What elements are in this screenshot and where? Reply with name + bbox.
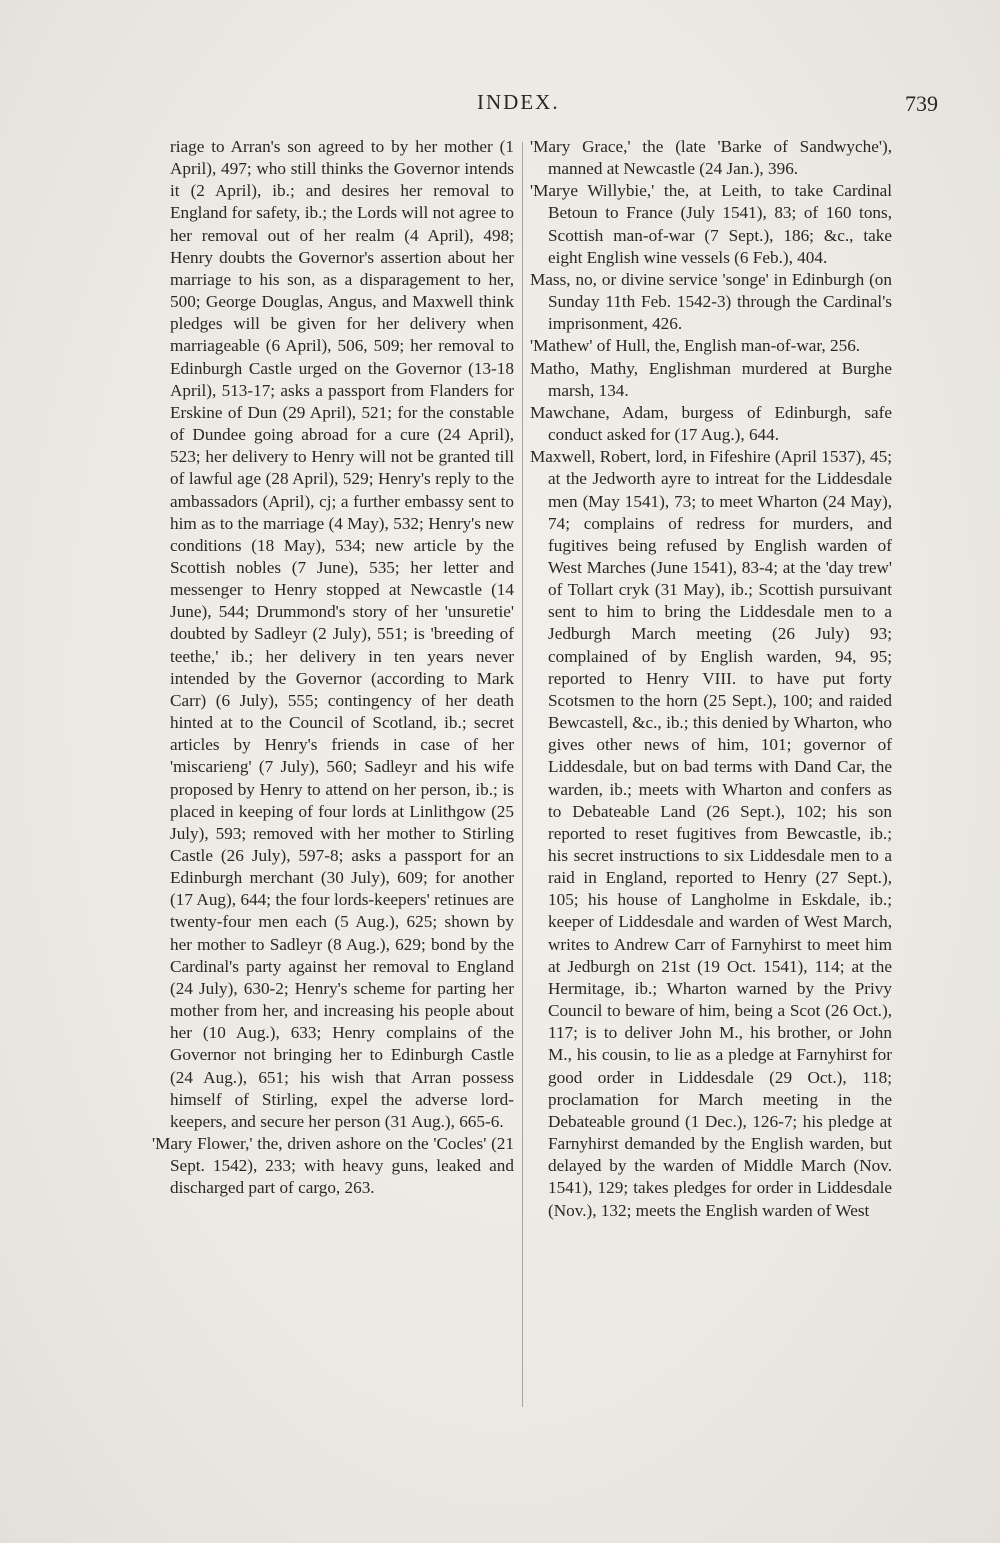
right-column <box>530 136 892 1222</box>
page-number: 739 <box>905 91 938 116</box>
left-column <box>152 136 514 1200</box>
index-entry-marye-willybie: 'Marye Willybie,' the, at Leith, to take Cardinal Betoun to France (July 1541), 83; of 160 tons, Scottish man-of-war (7 Sept.), 186; &c., take eight English wine vessels (6 Feb.), 404. <box>530 181 892 267</box>
index-entry-mathew: 'Mathew' of Hull, the, English man-of-war, 256. <box>530 336 861 356</box>
index-entry-mawchane: Mawchane, Adam, burgess of Edinburgh, safe conduct asked for (17 Aug.), 644. <box>530 402 892 445</box>
running-head: INDEX. <box>477 90 560 114</box>
index-entry-mass: Mass, no, or divine service 'songe' in Edinburgh (on Sunday 11th Feb. 1542-3) through the Cardinal's imprisonment, 426. <box>530 269 892 334</box>
index-entry-continuation: riage to Arran's son agreed to by her mother (1 April), 497; who still thinks the Governor intends it (2 April), ib.; and desires her removal to England for safety, ib.; the Lords will not agree to her removal out of her realm (4 April), 498; Henry doubts the Governor's assertion about her marriage to his son, as a disparagement to her, 500; George Douglas, Angus, and Maxwell think pledges will be given for her delivery when marriageable (6 April), 506, 509; her removal to Edinburgh Castle urged on the Governor (13-18 April), 513-17; asks a passport from Flanders for Erskine of Dun (29 April), 521; for the constable of Dundee going abroad for a cure (24 April), 523; her delivery to Henry will not be granted till of lawful age (28 April), 529; Henry's reply to the ambassadors (April), cj; a further embassy sent to him as to the marriage (4 May), 532; Henry's new conditions (18 May), 534; new article by the Scottish nobles (7 June), 535; her letter and messenger to Henry stopped at Newcastle (14 June), 544; Drummond's story of her 'unsuretie' doubted by Sadleyr (2 July), 551; is 'breeding of teethe,' ib.; her delivery in ten years never intended by the Governor (according to Mark Carr) (6 July), 555; contingency of her death hinted at to the Council of Scotland, ib.; secret articles by Henry's friends in case of her 'miscarieng' (7 July), 560; Sadleyr and his wife proposed by Henry to attend on her person, ib.; is placed in keeping of four lords at Linlithgow (25 July), 593; removed with her mother to Stirling Castle (26 July), 597-8; asks a passport for an Edinburgh merchant (30 July), 609; for another (17 Aug), 644; the four lords-keepers' retinues are twenty-four men each (5 Aug.), 625; shown by her mother to Sadleyr (8 Aug.), 629; bond by the Cardinal's party against her removal to England (24 July), 630-2; Henry's scheme for parting her mother from her, and increasing his people about her (10 Aug.), 633; Henry complains of the Governor not bringing her to Edinburgh Castle (24 Aug.), 651; his wish that Arran possess himself of Stirling, expel the adverse lord-keepers, and secure her person (31 Aug.), 665-6. <box>170 137 514 1131</box>
column-divider <box>522 142 523 1407</box>
index-entry-maxwell: Maxwell, Robert, lord, in Fifeshire (April 1537), 45; at the Jedworth ayre to intreat for the Liddesdale men (May 1541), 73; to meet Wharton (24 May), 74; complains of redress for murders, and fugitives being refused by English warden of West Marches (June 1541), 83-4; at the 'day trew' of Tollart cryk (31 May), ib.; Scottish pursuivant sent to him to bring the Liddesdale men to a Jedburgh March meeting (26 July) 93; complained of by English warden, 94, 95; reported to Henry VIII. to have put forty Scotsmen to the horn (25 Sept.), 100; and raided Bewcastell, &c., ib.; this denied by Wharton, who gives other news of him, 101; governor of Liddesdale, but on bad terms with Dand Car, the warden, ib.; meets with Wharton and confers as to Debateable Land (26 Sept.), 102; his son reported to reset fugitives from Bewcastle, ib.; his secret instructions to six Liddesdale men to a raid in England, reported to Henry (27 Sept.), 105; his house of Langholme in Eskdale, ib.; keeper of Liddesdale and warden of West March, writes to Andrew Carr of Farnyhirst to meet him at Jedburgh on 21st (19 Oct. 1541), 114; at the Hermitage, ib.; Wharton warned by the Privy Council to beware of him, being a Scot (26 Oct.), 117; is to deliver John M., his brother, or John M., his cousin, to lie as a pledge at Farnyhirst for good order in Liddesdale (29 Oct.), 118; proclamation for March meeting in the Debateable ground (1 Dec.), 126-7; his pledge at Farnyhirst demanded by the English warden, but delayed by the warden of Middle March (Nov. 1541), 129; takes pledges for order in Liddesdale (Nov.), 132; meets the English warden of West <box>530 447 892 1220</box>
index-entry-mary-flower: 'Mary Flower,' the, driven ashore on the 'Cocles' (21 Sept. 1542), 233; with heavy guns, leaked and discharged part of cargo, 263. <box>152 1134 514 1198</box>
index-entry-mary-grace: 'Mary Grace,' the (late 'Barke of Sandwyche'), manned at Newcastle (24 Jan.), 396. <box>530 137 892 179</box>
index-entry-matho: Matho, Mathy, Englishman murdered at Burghe marsh, 134. <box>530 358 892 400</box>
